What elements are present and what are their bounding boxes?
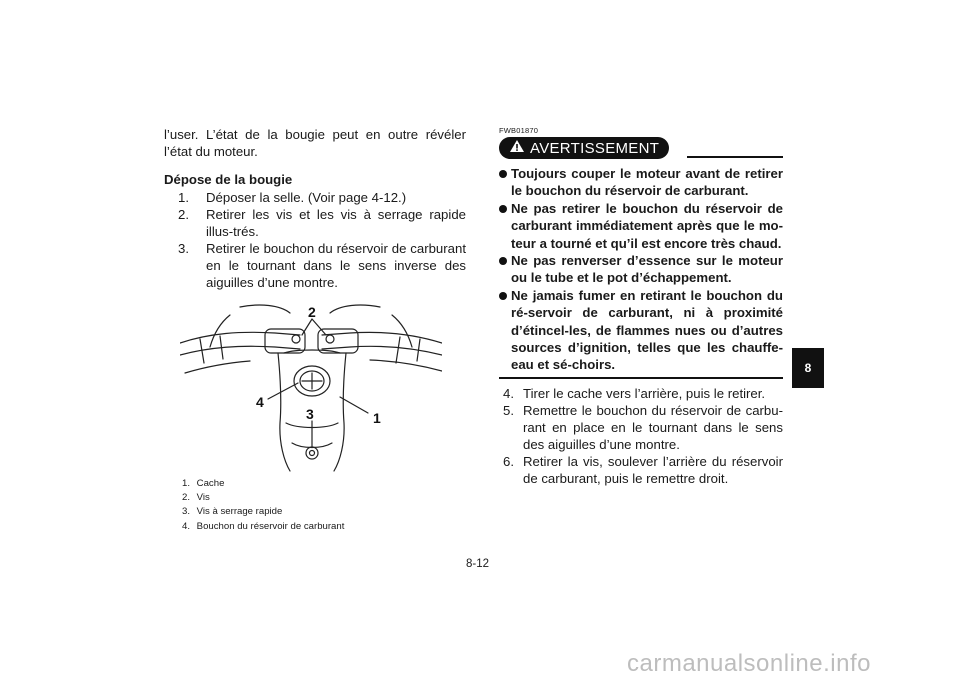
list-item <box>499 200 783 252</box>
step-number: 3. <box>178 241 189 256</box>
list-item <box>499 287 783 374</box>
scooter-handlebar-drawing <box>180 303 442 473</box>
bullet-icon <box>499 170 507 178</box>
figure-label-2: 2 <box>308 304 316 320</box>
intro-paragraph: l’user. L’état de la bougie peut en outre révéler l’état du moteur. <box>164 127 466 159</box>
step-number: 4. <box>503 385 514 401</box>
figure-label-1: 1 <box>373 410 381 426</box>
step-text: Retirer le bouchon du réservoir de carburant en le tournant dans le sens inverse des aiguilles d’une montre. <box>206 241 466 290</box>
list-item <box>499 165 783 200</box>
caption-text: Vis à serrage rapide <box>196 506 283 518</box>
fuel-cap-illustration <box>180 303 442 473</box>
list-item <box>164 189 466 206</box>
caption-item <box>182 505 466 519</box>
list-item <box>499 402 783 453</box>
caption-number: 3. <box>182 506 191 518</box>
caption-item <box>182 520 466 534</box>
step-text: Retirer la vis, soulever l’arrière du réservoir de carburant, puis le remettre droit. <box>523 453 783 486</box>
caption-text: Cache <box>196 478 225 489</box>
left-column <box>164 126 466 534</box>
bullet-icon <box>499 205 507 213</box>
step-text: Déposer la selle. (Voir page 4-12.) <box>206 190 407 205</box>
watermark: carmanualsonline.info <box>627 650 871 677</box>
bullet-icon <box>499 292 507 300</box>
warning-end-rule <box>499 377 783 379</box>
step-number: 1. <box>178 190 189 205</box>
caption-text: Bouchon du réservoir de carburant <box>196 520 345 532</box>
step-text: Tirer le cache vers l’arrière, puis le retirer. <box>523 385 766 401</box>
figure-captions <box>182 477 466 534</box>
step-text: Retirer les vis et les vis à serrage rapide illus-trés. <box>206 207 466 239</box>
caption-number: 2. <box>182 492 191 504</box>
right-column <box>499 126 783 487</box>
step-number: 6. <box>503 453 514 469</box>
caption-number: 4. <box>182 520 191 532</box>
list-item <box>164 240 466 291</box>
steps-list-right <box>499 385 783 487</box>
bullet-text: Ne pas renverser d’essence sur le moteur ou le tube et le pot d’échappement. <box>511 253 783 286</box>
bullet-text: Ne jamais fumer en retirant le bouchon du ré-servoir de carburant, ni à proximité d’étincel-les, de flammes nues ou d’autres sources d’ignition, telles que les chauffe-eau et sé-choirs. <box>511 287 783 373</box>
caption-number: 1. <box>182 478 191 489</box>
warning-triangle-icon <box>509 139 525 157</box>
list-item <box>499 252 783 287</box>
warning-rule <box>687 156 783 158</box>
list-item <box>499 453 783 487</box>
bullet-text: Toujours couper le moteur avant de retirer le bouchon du réservoir de carburant. <box>511 166 783 199</box>
warning-code: FWB01870 <box>499 126 539 135</box>
caption-item <box>182 477 466 491</box>
bullet-icon <box>499 257 507 265</box>
page-number: 8-12 <box>466 558 490 570</box>
bullet-text: Ne pas retirer le bouchon du réservoir de carburant immédiatement après que le mo-teur a tourné et qu’il est encore très chaud. <box>511 200 783 251</box>
chapter-tab: 8 <box>792 348 824 388</box>
steps-list-left <box>164 189 466 291</box>
figure-label-3: 3 <box>306 406 314 422</box>
caption-item <box>182 491 466 505</box>
warning-bullets <box>499 165 783 374</box>
step-text: Remettre le bouchon du réservoir de carbu-rant en place en le tournant dans le sens des aiguilles d’une montre. <box>523 402 783 452</box>
section-heading: Dépose de la bougie <box>164 172 293 187</box>
warning-title: AVERTISSEMENT <box>530 139 660 157</box>
list-item <box>164 206 466 240</box>
step-number: 2. <box>178 207 189 222</box>
warning-badge <box>499 137 669 159</box>
caption-text: Vis <box>196 492 210 504</box>
list-item <box>499 385 783 402</box>
warning-header <box>499 137 783 159</box>
step-number: 5. <box>503 402 514 418</box>
figure-label-4: 4 <box>256 394 264 410</box>
